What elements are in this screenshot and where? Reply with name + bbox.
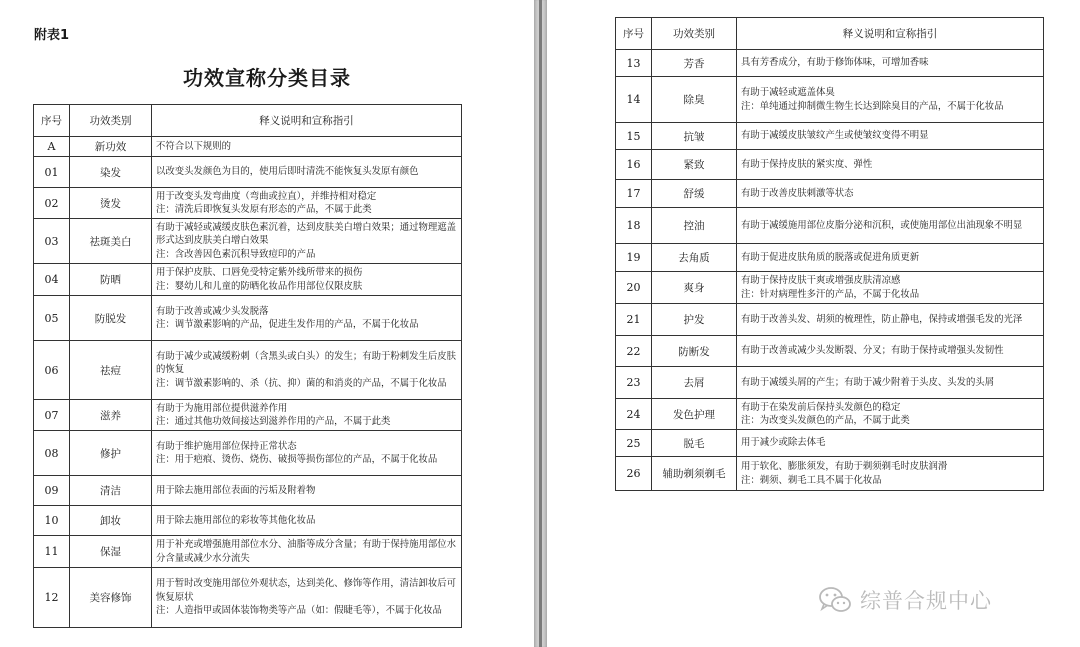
- row-number: 12: [34, 568, 70, 628]
- row-description: 有助于改善头发、胡须的梳理性，防止静电，保持或增强毛发的光泽: [737, 304, 1044, 336]
- row-number: 15: [616, 123, 652, 150]
- row-number: 24: [616, 399, 652, 430]
- row-description: 有助于减轻或减缓皮肤色素沉着，达到皮肤美白增白效果；通过物理遮盖形式达到皮肤美白增白效果 注：含改善因色素沉积导致痘印的产品: [152, 219, 462, 264]
- row-number: 26: [616, 457, 652, 491]
- row-description: 有助于保持皮肤的紧实度、弹性: [737, 150, 1044, 180]
- row-number: 23: [616, 367, 652, 399]
- row-number: 20: [616, 272, 652, 304]
- appendix-label: 附表1: [34, 28, 70, 43]
- table-row: [616, 399, 1044, 430]
- table-row: [34, 137, 462, 157]
- row-category: 滋养: [70, 400, 152, 431]
- row-category: 保湿: [70, 536, 152, 568]
- row-description: 有助于在染发前后保持头发颜色的稳定 注：为改变头发颜色的产品，不属于此类: [737, 399, 1044, 430]
- row-category: 去角质: [652, 244, 737, 272]
- row-number: 03: [34, 219, 70, 264]
- row-category: 抗皱: [652, 123, 737, 150]
- row-category: 祛痘: [70, 341, 152, 400]
- row-description: 有助于减少或减缓粉刺（含黑头或白头）的发生；有助于粉刺发生后皮肤的恢复 注：调节激素影响的、杀（抗、抑）菌的和消炎的产品，不属于化妆品: [152, 341, 462, 400]
- row-number: 16: [616, 150, 652, 180]
- row-description: 用于软化、膨胀须发，有助于剃须剃毛时皮肤润滑 注：剃须、剃毛工具不属于化妆品: [737, 457, 1044, 491]
- header-no: 序号: [34, 105, 70, 137]
- table-row: [616, 208, 1044, 244]
- row-number: 10: [34, 506, 70, 536]
- row-category: 去屑: [652, 367, 737, 399]
- row-category: 染发: [70, 157, 152, 188]
- row-description: 有助于为施用部位提供滋养作用 注：通过其他功效间接达到滋养作用的产品，不属于此类: [152, 400, 462, 431]
- row-number: 25: [616, 430, 652, 457]
- header-no: 序号: [616, 18, 652, 50]
- row-category: 芳香: [652, 50, 737, 77]
- row-description: 有助于改善皮肤刺激等状态: [737, 180, 1044, 208]
- table-row: [616, 77, 1044, 123]
- row-number: 07: [34, 400, 70, 431]
- table-row: [34, 341, 462, 400]
- watermark: [818, 583, 992, 617]
- row-category: 脱毛: [652, 430, 737, 457]
- row-category: 烫发: [70, 188, 152, 219]
- row-description: 有助于促进皮肤角质的脱落或促进角质更新: [737, 244, 1044, 272]
- row-description: 有助于改善或减少头发脱落 注：调节激素影响的产品，促进生发作用的产品，不属于化妆品: [152, 296, 462, 341]
- table-row: [616, 50, 1044, 77]
- table-row: [616, 304, 1044, 336]
- row-description: 有助于改善或减少头发断裂、分叉；有助于保持或增强头发韧性: [737, 336, 1044, 367]
- row-description: 具有芳香成分，有助于修饰体味，可增加香味: [737, 50, 1044, 77]
- row-description: 不符合以下规则的: [152, 137, 462, 157]
- row-number: 02: [34, 188, 70, 219]
- table-row: [34, 476, 462, 506]
- table-row: [34, 188, 462, 219]
- table-row: [34, 296, 462, 341]
- row-category: 舒缓: [652, 180, 737, 208]
- table-row: [616, 180, 1044, 208]
- row-description: 有助于减缓皮肤皱纹产生或使皱纹变得不明显: [737, 123, 1044, 150]
- row-description: 有助于减缓头屑的产生；有助于减少附着于头皮、头发的头屑: [737, 367, 1044, 399]
- table-row: [616, 123, 1044, 150]
- table-row: [34, 264, 462, 296]
- table-row: [616, 244, 1044, 272]
- wechat-icon: [818, 585, 852, 615]
- row-category: 防断发: [652, 336, 737, 367]
- page-gutter: [534, 0, 547, 647]
- table-row: [34, 157, 462, 188]
- table-row: [616, 272, 1044, 304]
- row-category: 防晒: [70, 264, 152, 296]
- row-number: 18: [616, 208, 652, 244]
- table-row: [616, 430, 1044, 457]
- row-description: 用于保护皮肤、口唇免受特定紫外线所带来的损伤 注：婴幼儿和儿童的防晒化妆品作用部位仅限皮肤: [152, 264, 462, 296]
- row-category: 新功效: [70, 137, 152, 157]
- page-title: 功效宣称分类目录: [183, 66, 351, 90]
- row-category: 发色护理: [652, 399, 737, 430]
- row-description: 用于除去施用部位表面的污垢及附着物: [152, 476, 462, 506]
- row-description: 有助于减缓施用部位皮脂分泌和沉积，或使施用部位出油现象不明显: [737, 208, 1044, 244]
- row-description: 用于暂时改变施用部位外观状态，达到美化、修饰等作用，清洁卸妆后可恢复原状 注：人造指甲或固体装饰物类等产品（如：假睫毛等），不属于化妆品: [152, 568, 462, 628]
- row-number: 19: [616, 244, 652, 272]
- row-number: 05: [34, 296, 70, 341]
- table-row: [34, 506, 462, 536]
- table-row: [34, 536, 462, 568]
- efficacy-table-left: [33, 104, 462, 628]
- table-row: [34, 219, 462, 264]
- row-category: 紧致: [652, 150, 737, 180]
- row-number: 11: [34, 536, 70, 568]
- row-category: 修护: [70, 431, 152, 476]
- table-header-row: [616, 18, 1044, 50]
- header-category: 功效类别: [652, 18, 737, 50]
- table-row: [34, 400, 462, 431]
- row-category: 护发: [652, 304, 737, 336]
- row-category: 爽身: [652, 272, 737, 304]
- row-category: 美容修饰: [70, 568, 152, 628]
- table-row: [616, 367, 1044, 399]
- document-page-left: [0, 0, 534, 647]
- table-row: [616, 336, 1044, 367]
- row-description: 用于补充或增强施用部位水分、油脂等成分含量；有助于保持施用部位水分含量或减少水分流失: [152, 536, 462, 568]
- table-row: [616, 457, 1044, 491]
- table-row: [616, 150, 1044, 180]
- row-description: 有助于保持皮肤干爽或增强皮肤清凉感 注：针对病理性多汗的产品，不属于化妆品: [737, 272, 1044, 304]
- row-description: 用于除去施用部位的彩妆等其他化妆品: [152, 506, 462, 536]
- row-number: 22: [616, 336, 652, 367]
- header-description: 释义说明和宣称指引: [737, 18, 1044, 50]
- row-number: 17: [616, 180, 652, 208]
- row-description: 用于改变头发弯曲度（弯曲或拉直），并维持相对稳定 注：清洗后即恢复头发原有形态的产品，不属于此类: [152, 188, 462, 219]
- header-description: 释义说明和宣称指引: [152, 105, 462, 137]
- row-number: A: [34, 137, 70, 157]
- row-number: 09: [34, 476, 70, 506]
- row-number: 13: [616, 50, 652, 77]
- row-number: 04: [34, 264, 70, 296]
- table-row: [34, 431, 462, 476]
- row-category: 卸妆: [70, 506, 152, 536]
- header-category: 功效类别: [70, 105, 152, 137]
- row-category: 辅助剃须剃毛: [652, 457, 737, 491]
- table-row: [34, 568, 462, 628]
- table-header-row: [34, 105, 462, 137]
- row-description: 有助于减轻或遮盖体臭 注：单纯通过抑制微生物生长达到除臭目的产品，不属于化妆品: [737, 77, 1044, 123]
- row-category: 防脱发: [70, 296, 152, 341]
- row-number: 21: [616, 304, 652, 336]
- row-category: 祛斑美白: [70, 219, 152, 264]
- row-category: 控油: [652, 208, 737, 244]
- row-number: 06: [34, 341, 70, 400]
- row-description: 以改变头发颜色为目的，使用后即时清洗不能恢复头发原有颜色: [152, 157, 462, 188]
- row-number: 01: [34, 157, 70, 188]
- row-number: 14: [616, 77, 652, 123]
- row-category: 除臭: [652, 77, 737, 123]
- row-number: 08: [34, 431, 70, 476]
- row-category: 清洁: [70, 476, 152, 506]
- efficacy-table-right: [615, 17, 1044, 491]
- row-description: 有助于维护施用部位保持正常状态 注：用于疤痕、烫伤、烧伤、破损等损伤部位的产品，不属于化妆品: [152, 431, 462, 476]
- watermark-text: 综普合规中心: [860, 589, 992, 613]
- row-description: 用于减少或除去体毛: [737, 430, 1044, 457]
